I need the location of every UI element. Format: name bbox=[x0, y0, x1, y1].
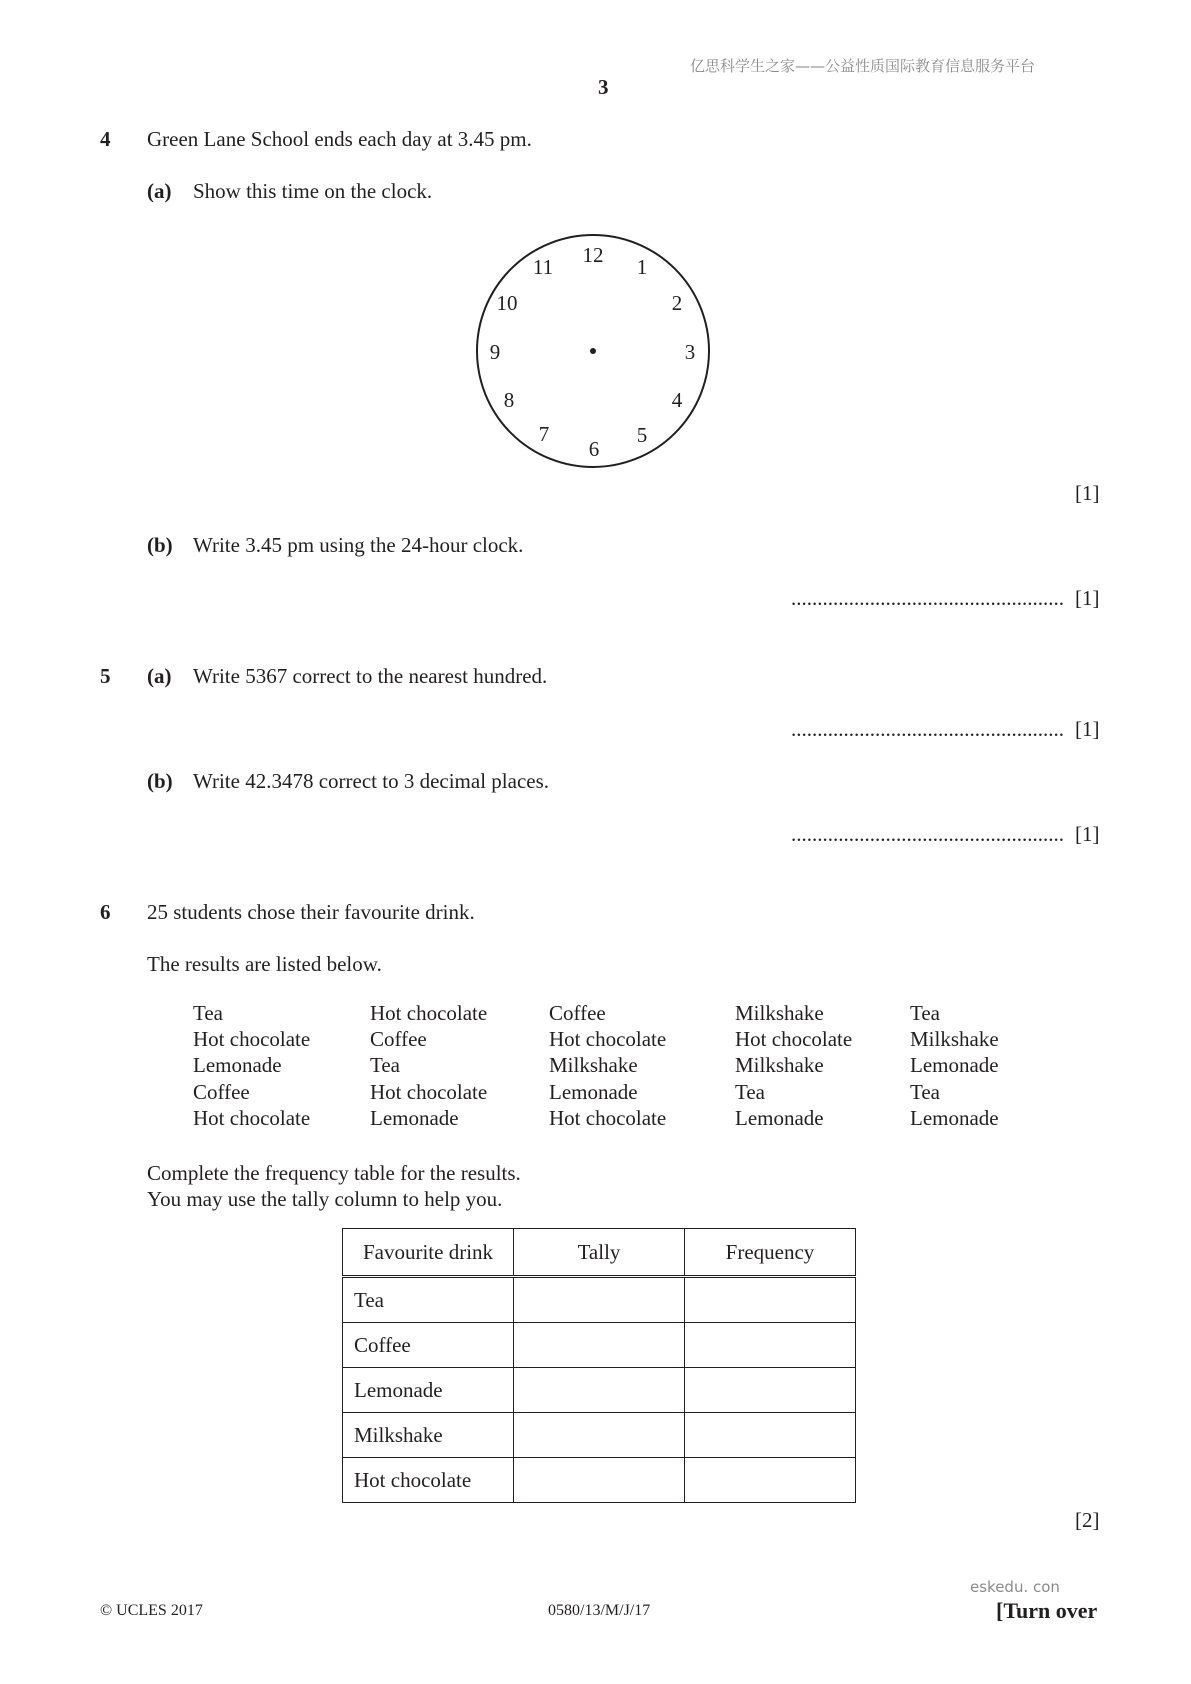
result-item: Lemonade bbox=[910, 1105, 999, 1130]
tally-cell[interactable] bbox=[514, 1368, 685, 1413]
q5b-text: Write 42.3478 correct to 3 decimal places. bbox=[193, 769, 550, 793]
q5a-answer-line[interactable]: .................................................... bbox=[791, 717, 1064, 741]
table-header-row bbox=[343, 1229, 856, 1277]
clock-number-1: 1 bbox=[636, 255, 648, 279]
clock-number-6: 6 bbox=[588, 437, 600, 461]
q4b-marks: [1] bbox=[1075, 586, 1100, 610]
results-column-3 bbox=[549, 1000, 666, 1131]
q4a-marks: [1] bbox=[1075, 481, 1100, 505]
q5a-marks: [1] bbox=[1075, 717, 1100, 741]
result-item: Hot chocolate bbox=[549, 1027, 667, 1052]
frequency-cell[interactable] bbox=[685, 1413, 856, 1458]
frequency-cell[interactable] bbox=[685, 1368, 856, 1413]
result-item: Tea bbox=[370, 1053, 401, 1078]
q4b-label: (b) bbox=[147, 533, 173, 557]
clock-number-3: 3 bbox=[684, 340, 696, 364]
clock-face[interactable] bbox=[476, 233, 716, 473]
result-item: Hot chocolate bbox=[193, 1027, 311, 1052]
result-item: Hot chocolate bbox=[549, 1105, 667, 1130]
q4-number: 4 bbox=[100, 127, 111, 151]
q6-instruction-1: Complete the frequency table for the results. bbox=[147, 1161, 521, 1185]
q6-marks: [2] bbox=[1075, 1508, 1100, 1532]
tally-cell[interactable] bbox=[514, 1413, 685, 1458]
table-row bbox=[343, 1323, 856, 1368]
results-column-1 bbox=[193, 1000, 310, 1131]
q4a-label: (a) bbox=[147, 179, 172, 203]
clock-number-11: 11 bbox=[532, 255, 554, 279]
result-item: Milkshake bbox=[549, 1053, 638, 1078]
q4b-text: Write 3.45 pm using the 24-hour clock. bbox=[193, 533, 524, 557]
watermark-top: 亿思科学生之家——公益性质国际教育信息服务平台 bbox=[690, 57, 1036, 75]
result-item: Tea bbox=[193, 1001, 224, 1025]
clock-number-2: 2 bbox=[671, 291, 683, 315]
table-row bbox=[343, 1413, 856, 1458]
footer-paper-code: 0580/13/M/J/17 bbox=[548, 1602, 651, 1619]
clock-center-dot bbox=[590, 348, 596, 354]
result-item: Milkshake bbox=[735, 1053, 824, 1078]
result-item: Lemonade bbox=[370, 1105, 459, 1130]
results-column-4 bbox=[735, 1000, 852, 1131]
header-frequency: Frequency bbox=[685, 1229, 856, 1277]
tally-cell[interactable] bbox=[514, 1323, 685, 1368]
drink-cell: Tea bbox=[343, 1277, 514, 1323]
result-item: Coffee bbox=[549, 1001, 606, 1025]
q6-text: 25 students chose their favourite drink. bbox=[147, 900, 475, 924]
q5a-label: (a) bbox=[147, 664, 172, 688]
q4b-answer-line[interactable]: .................................................... bbox=[791, 586, 1064, 610]
drink-cell: Milkshake bbox=[343, 1413, 514, 1458]
result-item: Coffee bbox=[193, 1079, 250, 1104]
result-item: Lemonade bbox=[910, 1053, 999, 1078]
q5a-text: Write 5367 correct to the nearest hundred. bbox=[193, 664, 548, 688]
drink-cell: Lemonade bbox=[343, 1368, 514, 1413]
table-row bbox=[343, 1277, 856, 1323]
footer-copyright: © UCLES 2017 bbox=[100, 1602, 203, 1619]
clock-number-9: 9 bbox=[489, 340, 501, 364]
watermark-bottom: eskedu. con bbox=[970, 1578, 1060, 1596]
result-item: Tea bbox=[735, 1079, 766, 1104]
clock-number-7: 7 bbox=[538, 422, 550, 446]
tally-cell[interactable] bbox=[514, 1458, 685, 1503]
result-item: Hot chocolate bbox=[735, 1027, 853, 1052]
results-column-5 bbox=[910, 1000, 999, 1131]
result-item: Hot chocolate bbox=[370, 1079, 488, 1104]
frequency-cell[interactable] bbox=[685, 1323, 856, 1368]
page-number: 3 bbox=[598, 75, 609, 99]
clock-number-10: 10 bbox=[496, 291, 518, 315]
result-item: Tea bbox=[910, 1079, 941, 1104]
frequency-table bbox=[342, 1228, 856, 1503]
result-item: Milkshake bbox=[735, 1001, 824, 1025]
header-favourite-drink: Favourite drink bbox=[343, 1229, 514, 1277]
table-row bbox=[343, 1368, 856, 1413]
header-tally: Tally bbox=[514, 1229, 685, 1277]
frequency-cell[interactable] bbox=[685, 1277, 856, 1323]
q6-results-intro: The results are listed below. bbox=[147, 952, 382, 976]
q6-number: 6 bbox=[100, 900, 111, 924]
clock-number-12: 12 bbox=[582, 243, 604, 267]
results-column-2 bbox=[370, 1000, 487, 1131]
q6-instruction-2: You may use the tally column to help you. bbox=[147, 1187, 503, 1211]
table-row bbox=[343, 1458, 856, 1503]
q4a-text: Show this time on the clock. bbox=[193, 179, 433, 203]
result-item: Lemonade bbox=[193, 1053, 282, 1078]
result-item: Milkshake bbox=[910, 1027, 999, 1052]
drink-cell: Coffee bbox=[343, 1323, 514, 1368]
q5b-label: (b) bbox=[147, 769, 173, 793]
q4-text: Green Lane School ends each day at 3.45 pm. bbox=[147, 127, 532, 151]
clock-number-8: 8 bbox=[503, 388, 515, 412]
q5b-marks: [1] bbox=[1075, 822, 1100, 846]
tally-cell[interactable] bbox=[514, 1277, 685, 1323]
clock-number-4: 4 bbox=[671, 388, 683, 412]
frequency-cell[interactable] bbox=[685, 1458, 856, 1503]
clock-number-5: 5 bbox=[636, 423, 648, 447]
result-item: Tea bbox=[910, 1001, 941, 1025]
q5b-answer-line[interactable]: .................................................... bbox=[791, 822, 1064, 846]
result-item: Lemonade bbox=[735, 1105, 824, 1130]
result-item: Lemonade bbox=[549, 1079, 638, 1104]
result-item: Hot chocolate bbox=[193, 1105, 311, 1130]
result-item: Hot chocolate bbox=[370, 1001, 488, 1025]
drink-cell: Hot chocolate bbox=[343, 1458, 514, 1503]
turn-over-label: [Turn over bbox=[996, 1598, 1098, 1623]
q5-number: 5 bbox=[100, 664, 111, 688]
result-item: Coffee bbox=[370, 1027, 427, 1052]
